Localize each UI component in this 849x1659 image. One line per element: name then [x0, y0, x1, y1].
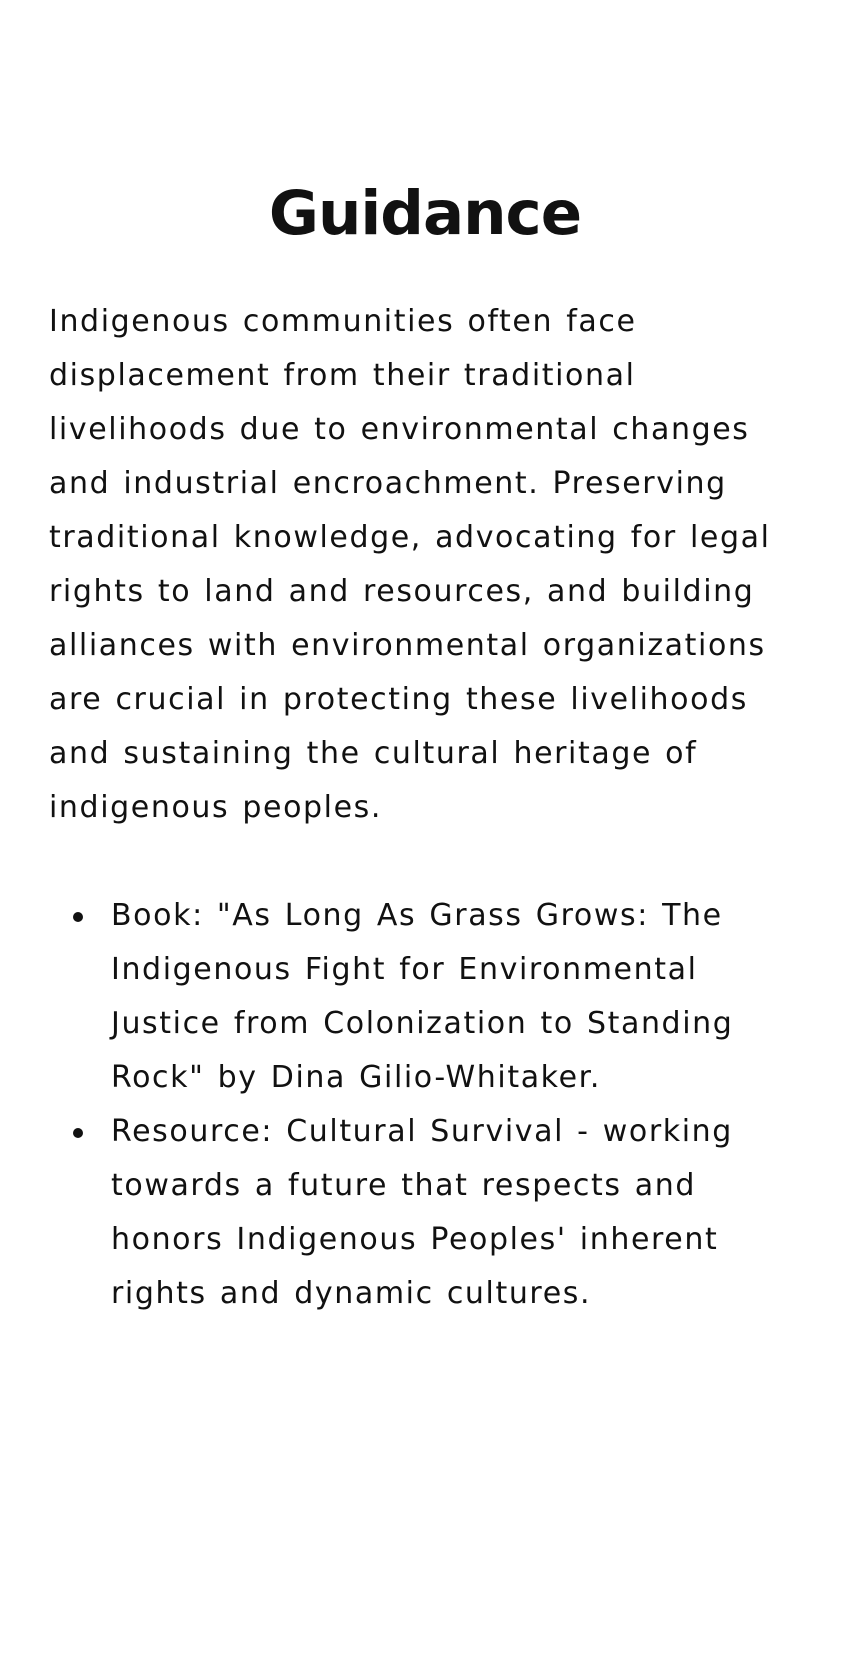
bullet-icon [73, 1128, 83, 1138]
page-title: Guidance [268, 178, 582, 249]
resource-item-organization [111, 1105, 801, 1321]
resource-list [49, 889, 801, 1321]
resource-text: Book: "As Long As Grass Grows: The Indigenous Fight for Environmental Justice from Colonization to Standing Rock" by Dina Gilio-Whitaker. [111, 898, 734, 1095]
bullet-icon [73, 912, 83, 922]
guidance-paragraph: Indigenous communities often face displacement from their traditional livelihoods due to environmental changes and industrial encroachment. Preserving traditional knowledge, advocating for legal rights to land and resources, and building alliances with environmental organizations are crucial in protecting these livelihoods and sustaining the cultural heritage of indigenous peoples. [49, 304, 771, 825]
resource-item-book [111, 889, 801, 1105]
resource-text: Resource: Cultural Survival - working towards a future that respects and honors Indigenous Peoples' inherent rights and dynamic cultures. [111, 1114, 733, 1311]
